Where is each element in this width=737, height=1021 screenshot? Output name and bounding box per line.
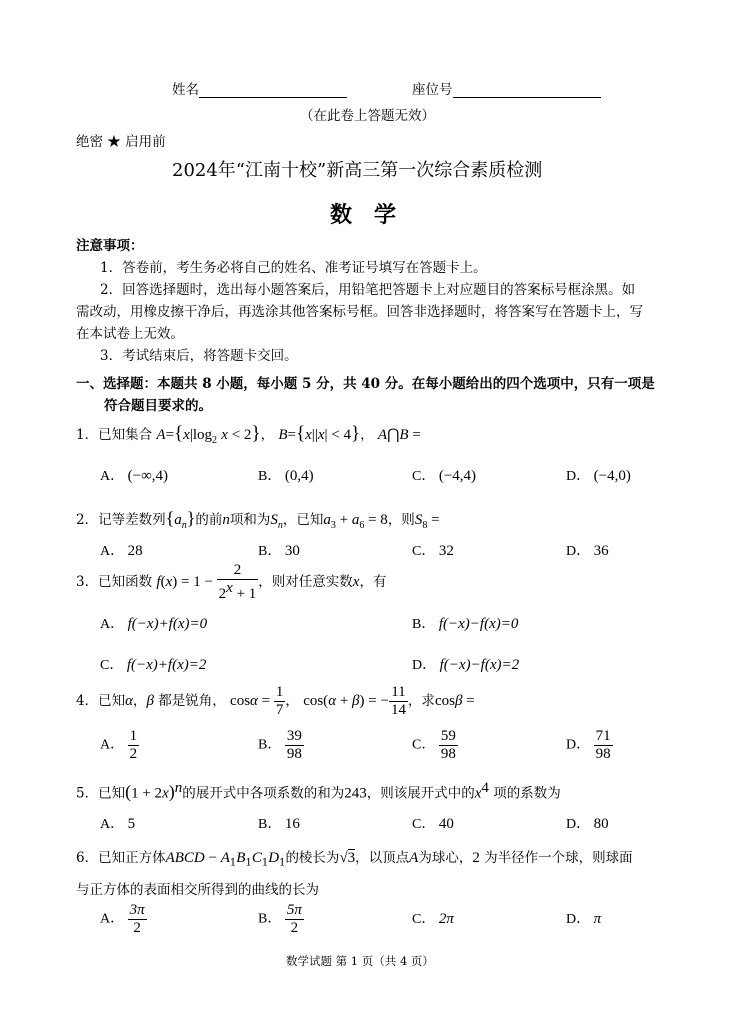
invalid-note: （在此卷上答题无效） bbox=[300, 108, 435, 124]
q6-option-a[interactable]: A． $\frac{3\pi}{2}$ bbox=[100, 902, 145, 936]
notice-item-3: 3．考试结束后，将答题卡交回。 bbox=[100, 348, 298, 364]
notice-item-2: 2．回答选择题时，选出每小题答案后，用铅笔把答题卡上对应题目的答案标号框涂黑。如 bbox=[100, 282, 636, 298]
notice-item-2-cont: 需改动，用橡皮擦干净后，再选涂其他答案标号框。回答非选择题时，将答案写在答题卡上，写 bbox=[76, 304, 643, 320]
question-4: 4．已知α，β 都是锐角， cosα = $\frac{1}{7}$ ， cos(α + β) = − $\frac{11}{14}$ ，求cosβ = bbox=[76, 684, 475, 718]
q3-fraction: $\frac{2}{2^x + 1}$ bbox=[218, 562, 257, 602]
q3-option-a[interactable]: A． f(−x)+f(x)=0 bbox=[100, 616, 208, 632]
seat-blank bbox=[453, 83, 601, 98]
q1-set-a: A bbox=[156, 427, 166, 443]
q2-option-c[interactable]: C． 32 bbox=[412, 543, 454, 559]
q5-option-c[interactable]: C． 40 bbox=[412, 816, 454, 832]
question-6: 6．已知正方体ABCD − $A_1B_1C_1D_1$的棱长为√3，以顶点A为球心，2 为半径作一个球，则球面 bbox=[76, 850, 633, 869]
q5-option-b[interactable]: B． 16 bbox=[258, 816, 300, 832]
secret-label: 绝密 ★ 启用前 bbox=[76, 134, 166, 150]
q1-number: 1． bbox=[76, 427, 99, 443]
q1-option-d[interactable]: D． (−4,0) bbox=[566, 468, 631, 484]
subject-title: 数 学 bbox=[330, 202, 397, 228]
q4-option-c[interactable]: C． $\frac{59}{98}$ bbox=[412, 728, 456, 762]
q5-option-a[interactable]: A． 5 bbox=[100, 816, 136, 832]
section-heading: 一、选择题：本题共 8 小题，每小题 5 分，共 40 分。在每小题给出的四个选项中，只有一项是 bbox=[76, 376, 655, 392]
q1-option-b[interactable]: B． (0,4) bbox=[258, 468, 314, 484]
q6-option-d[interactable]: D． π bbox=[566, 911, 602, 927]
q2-option-b[interactable]: B． 30 bbox=[258, 543, 300, 559]
name-field bbox=[172, 78, 347, 98]
q4-option-a[interactable]: A． $\frac{1}{2}$ bbox=[100, 728, 138, 762]
notice-item-2-end: 在本试卷上无效。 bbox=[76, 326, 184, 342]
q3-option-b[interactable]: B． f(−x)−f(x)=0 bbox=[412, 616, 519, 632]
section-heading-cont: 符合题目要求的。 bbox=[104, 398, 212, 414]
q3-option-d[interactable]: D． f(−x)−f(x)=2 bbox=[412, 657, 520, 673]
q2-option-a[interactable]: A． 28 bbox=[100, 543, 143, 559]
question-2: 2．记等差数列$\{a_n\}$的前n项和为$S_n$，已知$a_3 + a_6 = 8$，则$S_8$ = bbox=[76, 508, 440, 531]
question-6-cont: 与正方体的表面相交所得到的曲线的长为 bbox=[76, 882, 319, 898]
question-1: 1．已知集合 $A=\{x|\log_2$ x < 2}， B={x||x| < 4}， A⋂B = bbox=[76, 423, 421, 446]
question-3: 3．已知函数 f(x) = 1 − $\frac{2}{2^x + 1}$ ，则对任意实数x，有 bbox=[76, 562, 387, 602]
q6-number: 6． bbox=[76, 850, 99, 866]
q5-number: 5． bbox=[76, 785, 99, 802]
page-footer: 数学试题 第 1 页（共 4 页） bbox=[286, 954, 434, 968]
seat-field bbox=[412, 78, 601, 98]
notice-item-1: 1．答卷前，考生务必将自己的姓名、准考证号填写在答题卡上。 bbox=[100, 260, 487, 276]
q3-number: 3． bbox=[76, 574, 99, 590]
q6-option-c[interactable]: C． 2π bbox=[412, 911, 454, 927]
exam-title: 2024年“江南十校”新高三第一次综合素质检测 bbox=[172, 160, 543, 181]
seat-label: 座位号 bbox=[412, 82, 453, 98]
q1-option-c[interactable]: C． (−4,4) bbox=[412, 468, 477, 484]
q2-option-d[interactable]: D． 36 bbox=[566, 543, 609, 559]
q2-number: 2． bbox=[76, 512, 99, 528]
q4-number: 4． bbox=[76, 693, 99, 709]
q4-option-b[interactable]: B． $\frac{39}{98}$ bbox=[258, 728, 302, 762]
q3-option-c[interactable]: C． f(−x)+f(x)=2 bbox=[100, 657, 207, 673]
q5-option-d[interactable]: D． 80 bbox=[566, 816, 609, 832]
notice-heading: 注意事项： bbox=[76, 238, 144, 254]
name-blank bbox=[199, 83, 347, 98]
q4-option-d[interactable]: D． $\frac{71}{98}$ bbox=[566, 728, 611, 762]
question-5: 5．已知$(1 + 2x)^n$的展开式中各项系数的和为243，则该展开式中的$x^4$ 项的系数为 bbox=[76, 780, 561, 802]
name-label: 姓名 bbox=[172, 82, 199, 98]
q6-option-b[interactable]: B． $\frac{5\pi}{2}$ bbox=[258, 902, 302, 936]
q1-option-a[interactable]: A． (−∞,4) bbox=[100, 468, 169, 484]
